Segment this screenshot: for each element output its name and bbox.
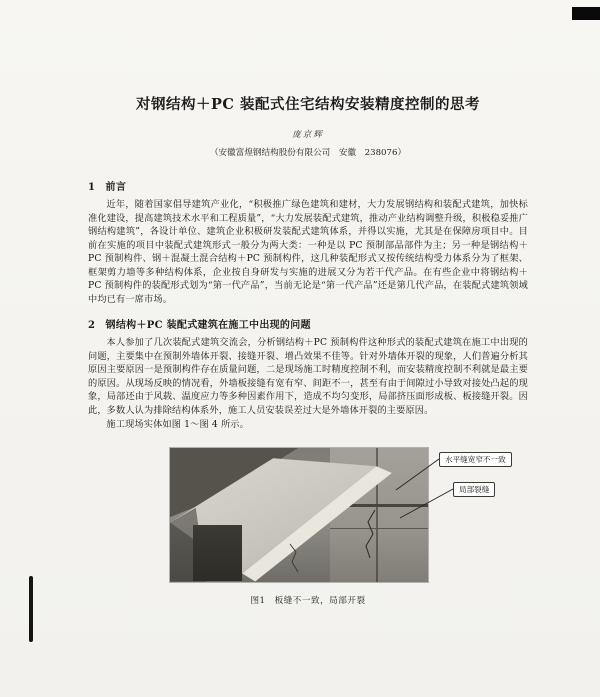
section-2-heading: 2 钢结构＋PC 装配式建筑在施工中出现的问题	[88, 320, 311, 331]
figure-1	[88, 444, 528, 612]
section-1-heading: 1 前言	[88, 182, 127, 193]
paper-title: 对钢结构＋PC 装配式住宅结构安装精度控制的思考	[136, 96, 480, 113]
paper-content	[88, 94, 528, 612]
section-2-paragraph-1: 本人参加了几次装配式建筑交流会，分析钢结构＋PC 预制构件这种形式的装配式建筑在施工中出现的问题，主要集中在预制外墙体开裂、接缝开裂、增凸效果不佳等。针对外墙体开裂的现象，人们普遍分析其原因主要原因一是预制构件存在质量问题，二是现场施工时精度控制不利，而安装精度控制不利就是最主要的原因。从现场反映的情况看，外墙板接缝有宽有窄、间距不一，甚至有由于间隙过小导致对接处凸起的现象，局部还由于风载、温度应力等多种因素作用下，造成不均匀变形，局部挤压面形成板、板接缝开裂。因此，多数人认为排除结构体系外，施工人员安装误差过大是外墙体开裂的主要原因。	[88, 337, 528, 416]
section-1-paragraph: 近年，随着国家倡导建筑产业化，“积极推广绿色建筑和建材，大力发展钢结构和装配式建筑，加快标准化建设，提高建筑技术水平和工程质量”，“大力发展装配式建筑，推动产业结构调整升级，积极稳妥推广钢结构建筑”，各设计单位、建筑企业积极研发装配式建筑体系，并得以实施，尤其是在保障房项目中。目前在实施的项目中装配式建筑形式一般分为两大类：一种是以 PC 预制部品部件为主；另一种是钢结构＋PC 预制构件、钢＋混凝土混合结构＋PC 预制构件，这几种装配形式又按传统结构受力体系分为了框架、框架剪力墙等多种结构体系，企业按自身研发与实施的进展又分为若干代产品。在有些企业中将钢结构＋PC 预制构件的装配形式划为“第一代产品”，当前无论是“第一代产品”还是第几代产品，在装配式建筑领域中均已有一席市场。	[88, 199, 528, 305]
photo-window-opening	[193, 525, 242, 581]
section-2-paragraph-2: 施工现场实体如图 1～图 4 所示。	[106, 419, 249, 430]
photo-horizontal-seam-narrow	[330, 528, 428, 530]
author-name: 庞京辉	[292, 130, 324, 140]
annotation-horizontal-seam: 水平缝宽窄不一致	[439, 452, 512, 467]
author-affiliation: （安徽富煌钢结构股份有限公司 安徽 238076）	[209, 148, 407, 158]
figure-1-photo	[170, 448, 428, 582]
scan-artifact-left-bar	[29, 576, 33, 642]
section-introduction	[88, 178, 528, 306]
section-problems	[88, 316, 528, 432]
figure-1-caption: 图1 板缝不一致，局部开裂	[250, 595, 366, 606]
annotation-local-crack: 局部裂缝	[453, 482, 495, 497]
scan-artifact-top-right	[572, 7, 600, 20]
